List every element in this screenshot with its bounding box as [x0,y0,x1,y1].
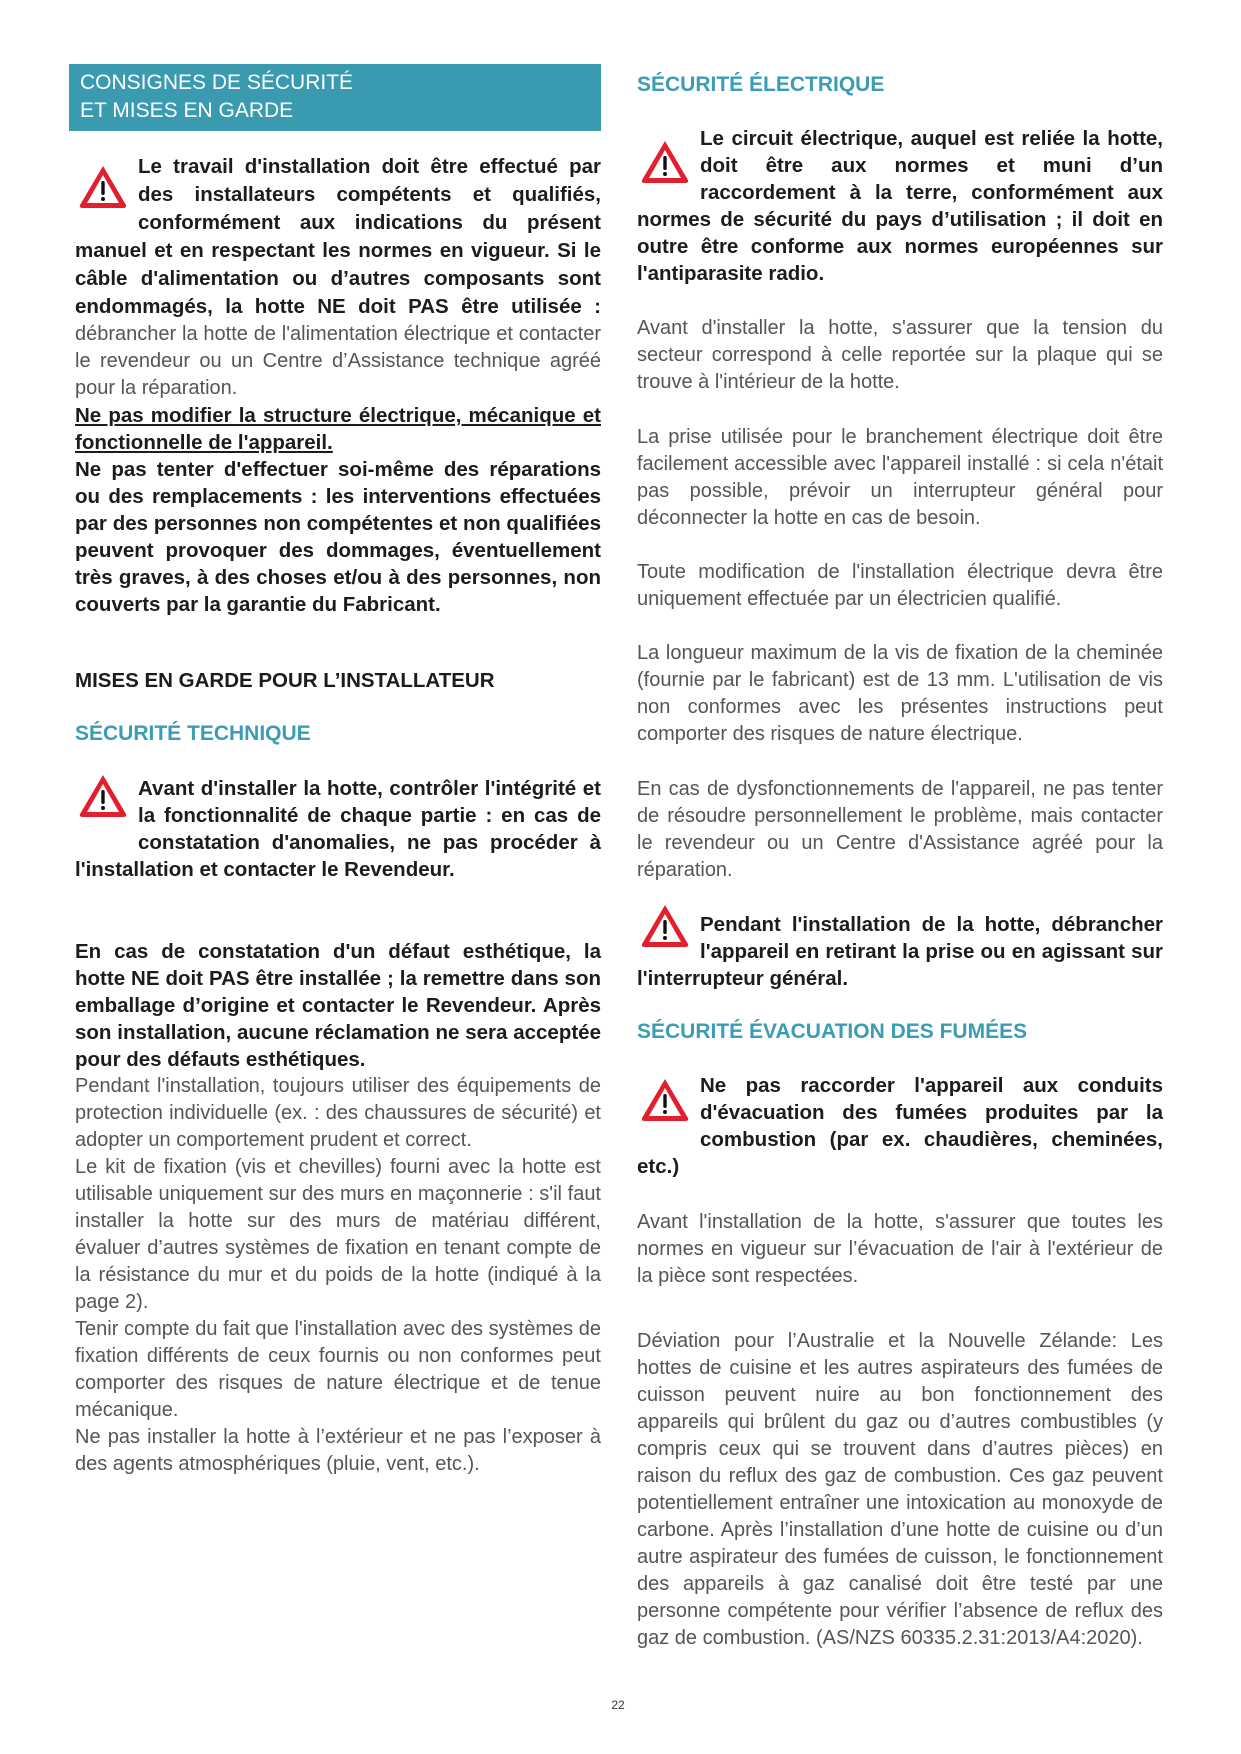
fumes-warning [637,1072,1163,1180]
paragraph: Avant d'installer la hotte, s'assurer que la tension du secteur correspond à celle reportée sur la plaque qui se trouve à l'intérieur de la hotte. [637,317,1163,393]
defect-text: En cas de constatation d'un défaut esthétique, la hotte NE doit PAS être installée ; la remettre dans son emballage d’origine et contacter le Revendeur. Après son installation, aucune réclamation ne sera acceptée pour des défauts esthétiques. [75,940,601,1071]
warning-text: Le circuit électrique, auquel est reliée la hotte, doit être aux normes et muni d’un raccordement à la terre, conformément aux normes de sécurité du pays d’utilisation ; il doit en outre être conforme aux normes européennes sur l'antiparasite radio. [637,127,1163,285]
unplug-warning [637,911,1163,992]
warning-text: Avant d'installer la hotte, contrôler l'intégrité et la fonctionnalité de chaque partie : en cas de constatation d'anomalies, ne pas procéder à l'installation et contacter le Revendeur. [75,777,601,881]
fumes-safety-heading: SÉCURITÉ ÉVACUATION DES FUMÉES [637,1020,1028,1043]
paragraph: Avant l'installation de la hotte, s'assurer que toutes les normes en vigueur sur l’évacuation de l'air à l'extérieur de la pièce sont respectées. [637,1211,1163,1287]
page-number: 22 [611,1698,625,1712]
warning-normal-text: débrancher la hotte de l'alimentation électrique et contacter le revendeur ou un Centre d’Assistance technique agréé pour la réparation. [75,323,601,399]
warning-bold-text: Le travail d'installation doit être effectué par des installateurs compétents et qualifiés, conformément aux indications du présent manuel et en respectant les normes en vigueur. Si le câble d'alimentation ou d’autres composants sont endommagés, la hotte NE doit PAS être utilisée : [75,155,601,318]
installer-heading: MISES EN GARDE POUR L’INSTALLATEUR [75,669,495,692]
warning-text: Pendant l'installation de la hotte, débrancher l'appareil en retirant la prise ou en agissant sur l'interrupteur général. [637,913,1163,990]
warning-underlined-text: Ne pas modifier la structure électrique, mécanique et fonctionnelle de l'appareil. [75,404,601,454]
section-header [69,64,601,131]
paragraph: Le kit de fixation (vis et chevilles) fourni avec la hotte est utilisable uniquement sur des murs en maçonnerie : s'il faut installer la hotte sur des murs de matériau différent, évaluer d’autres systèmes de fixation en tenant compte de la résistance du mur et du poids de la hotte (indiqué à la page 2). [75,1156,601,1313]
installation-notes [75,938,601,1478]
technical-safety-heading: SÉCURITÉ TECHNIQUE [75,722,311,745]
header-line-2: ET MISES EN GARDE [80,99,294,122]
deviation-paragraph: Déviation pour l’Australie et la Nouvelle Zélande: Les hottes de cuisine et les autres aspirateurs des fumées de cuisson peuvent nuire au bon fonctionnement des appareils qui brûlent du gaz ou d’autres combustibles (y compris ceux qui se trouvent dans d’autres pièces) en raison du reflux des gaz de combustion. Ces gaz peuvent potentiellement entraîner une intoxication au monoxyde de carbone. Après l’installation d’une hotte de cuisine ou d’un autre aspirateur des fumées de cuisson, le fonctionnement des appareils à gaz canalisé doit être testé par une personne compétente pour vérifier l’absence de reflux des gaz de combustion. (AS/NZS 60335.2.31:2013/A4:2020). [637,1330,1163,1649]
inspection-warning [75,775,601,883]
warning-text: Ne pas raccorder l'appareil aux conduits d'évacuation des fumées produites par la combustion (par ex. chaudières, cheminées, etc.) [637,1074,1163,1178]
paragraph: En cas de dysfonctionnements de l'appareil, ne pas tenter de résoudre personnellement le problème, mais contacter le revendeur ou un Centre d'Assistance agréé pour la réparation. [637,778,1163,881]
paragraph: La longueur maximum de la vis de fixation de la cheminée (fournie par le fabricant) est de 13 mm. L'utilisation de vis non conformes avec les présentes instructions peut comporter des risques de nature électrique. [637,642,1163,745]
paragraph: Ne pas installer la hotte à l’extérieur et ne pas l’exposer à des agents atmosphériques (pluie, vent, etc.). [75,1426,601,1475]
electrical-warning [637,125,1163,287]
paragraph: La prise utilisée pour le branchement électrique doit être facilement accessible avec l'appareil installé : si cela n'était pas possible, prévoir un interrupteur général pour déconnecter la hotte en cas de besoin. [637,426,1163,529]
paragraph: Tenir compte du fait que l'installation avec des systèmes de fixation différents de ceux fournis ou non conformes peut comporter des risques de nature électrique et de tenue mécanique. [75,1318,601,1421]
warning-repairs-text: Ne pas tenter d'effectuer soi-même des réparations ou des remplacements : les interventions effectuées par des personnes non compétentes et non qualifiées peuvent provoquer des dommages, éventuellement très graves, à des choses et/ou à des personnes, non couverts par la garantie du Fabricant. [75,458,601,616]
header-line-1: CONSIGNES DE SÉCURITÉ [80,71,354,94]
electrical-safety-heading: SÉCURITÉ ÉLECTRIQUE [637,73,885,96]
paragraph: Pendant l'installation, toujours utiliser des équipements de protection individuelle (ex. : des chaussures de sécurité) et adopter un comportement prudent et correct. [75,1075,601,1151]
installation-warning [75,153,601,618]
paragraph: Toute modification de l'installation électrique devra être uniquement effectuée par un électricien qualifié. [637,561,1163,610]
